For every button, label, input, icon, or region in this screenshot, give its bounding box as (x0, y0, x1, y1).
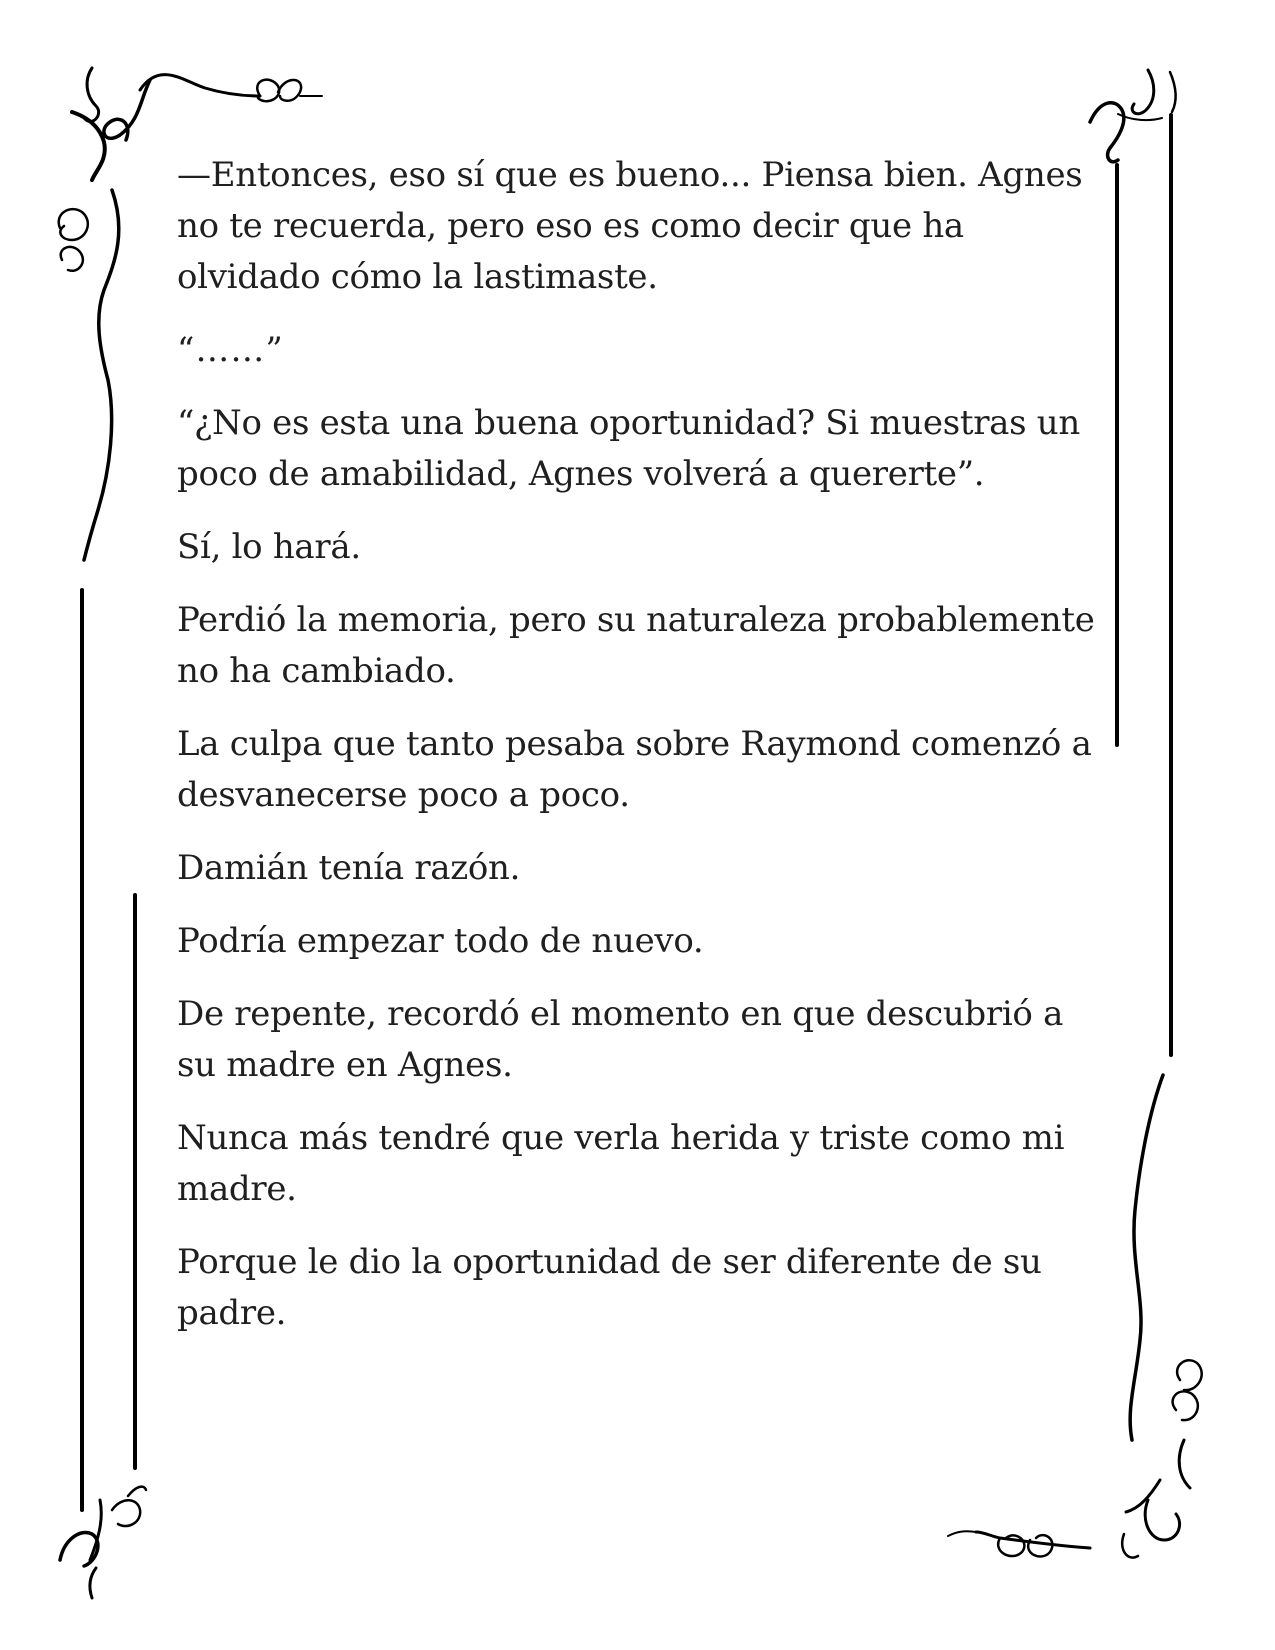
paragraph: Perdió la memoria, pero su naturaleza probablemente no ha cambiado. (177, 600, 1095, 691)
paragraph: Damián tenía razón. (177, 848, 521, 888)
bottom-left-flourish (60, 1487, 146, 1598)
paragraph: “¿No es esta una buena oportunidad? Si muestras un poco de amabilidad, Agnes volverá a quererte”. (177, 403, 1081, 494)
paragraph: De repente, recordó el momento en que descubrió a su madre en Agnes. (177, 994, 1064, 1085)
paragraph: Porque le dio la oportunidad de ser diferente de su padre. (177, 1242, 1042, 1333)
paragraph: Podría empezar todo de nuevo. (177, 921, 704, 961)
paragraph: Sí, lo hará. (177, 527, 361, 567)
paragraph: —Entonces, eso sí que es bueno... Piensa bien. Agnes no te recuerda, pero eso es como decir que ha olvidado cómo la lastimaste. (177, 155, 1083, 297)
top-right-flourish (1090, 70, 1176, 1055)
paragraph: La culpa que tanto pesaba sobre Raymond comenzó a desvanecerse poco a poco. (177, 724, 1092, 815)
paragraph: Nunca más tendré que verla herida y triste como mi madre. (177, 1118, 1065, 1209)
paragraph: “……” (177, 330, 284, 370)
story-text (177, 150, 1102, 1361)
